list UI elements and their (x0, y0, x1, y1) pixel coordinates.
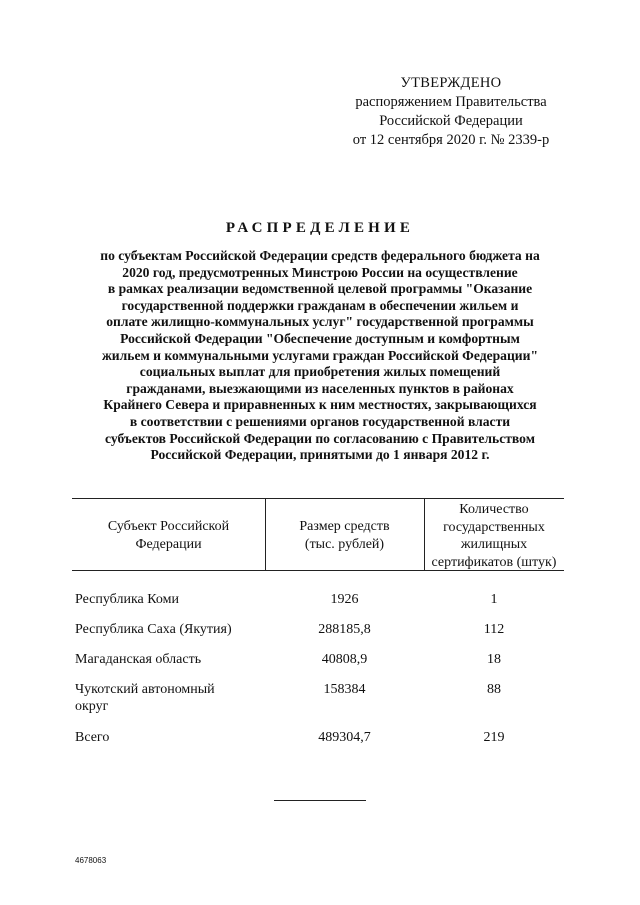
header-subject (72, 518, 265, 553)
approval-block (320, 74, 582, 150)
row-count: 18 (487, 652, 501, 667)
header-amount-line: Размер средств (299, 519, 390, 534)
row-subject: Республика Саха (Якутия) (75, 622, 232, 637)
header-subject-line: Субъект Российской (107, 519, 230, 534)
header-amount-line: (тыс. рублей) (304, 536, 385, 552)
row-subject-line: Чукотский автономный (75, 682, 215, 697)
row-amount: 288185,8 (318, 622, 371, 637)
approval-line-3: Российской Федерации (379, 113, 523, 129)
header-count-line: государственных (443, 519, 545, 535)
row-count: 219 (483, 730, 505, 745)
subtitle-line: Российской Федерации, принятыми до 1 января 2012 г. (150, 447, 490, 463)
document-number: 4678063 (75, 856, 107, 865)
row-count: 88 (487, 682, 501, 697)
row-count: 1 (490, 592, 498, 607)
subtitle-line: Российской Федерации "Обеспечение доступным и комфортным (120, 330, 520, 346)
subtitle-line: социальных выплат для приобретения жилых помещений (139, 364, 501, 380)
approval-line-2: распоряжением Правительства (355, 94, 547, 110)
row-subject: Всего (75, 730, 110, 745)
approval-date-number: от 12 сентября 2020 г. № 2339-р (352, 132, 550, 148)
closing-rule (274, 800, 366, 801)
header-count-line: Количество (459, 502, 529, 517)
row-subject-line: округ (75, 699, 109, 714)
subtitle-line: Крайнего Севера и приравненных к ним местностях, закрывающихся (103, 397, 537, 413)
subtitle-line: государственной поддержки гражданам в обеспечении жильем и (121, 297, 519, 313)
header-amount (265, 518, 424, 553)
row-count: 112 (483, 622, 505, 637)
document-subtitle (60, 248, 580, 464)
subtitle-line: жильем и коммунальными услугами граждан Российской Федерации" (101, 347, 539, 363)
table-top-rule (72, 498, 564, 499)
row-amount: 1926 (330, 592, 359, 607)
subtitle-line: 2020 год, предусмотренных Минстрою России на осуществление (122, 264, 518, 280)
approval-title: УТВЕРЖДЕНО (400, 75, 502, 91)
subtitle-line: в рамках реализации ведомственной целевой программы "Оказание (107, 281, 533, 297)
header-count (424, 501, 564, 571)
subtitle-line: по субъектам Российской Федерации средств федерального бюджета на (100, 248, 540, 263)
subtitle-line: оплате жилищно-коммунальных услуг" государственной программы (106, 314, 534, 330)
row-subject: Магаданская область (75, 652, 202, 667)
subtitle-line: субъектов Российской Федерации по согласованию с Правительством (105, 430, 535, 446)
row-amount: 158384 (323, 682, 366, 697)
row-amount: 489304,7 (318, 730, 371, 745)
row-subject: Республика Коми (75, 592, 179, 607)
header-subject-line: Федерации (135, 536, 202, 552)
row-amount: 40808,9 (321, 652, 368, 667)
subtitle-line: в соответствии с решениями органов государственной власти (129, 413, 511, 429)
subtitle-line: гражданами, выезжающими из населенных пунктов в районах (126, 380, 514, 396)
row-subject (75, 681, 215, 715)
header-count-line: сертификатов (штук) (431, 554, 557, 570)
document-heading: РАСПРЕДЕЛЕНИЕ (225, 220, 415, 236)
header-count-line: жилищных (460, 537, 528, 552)
